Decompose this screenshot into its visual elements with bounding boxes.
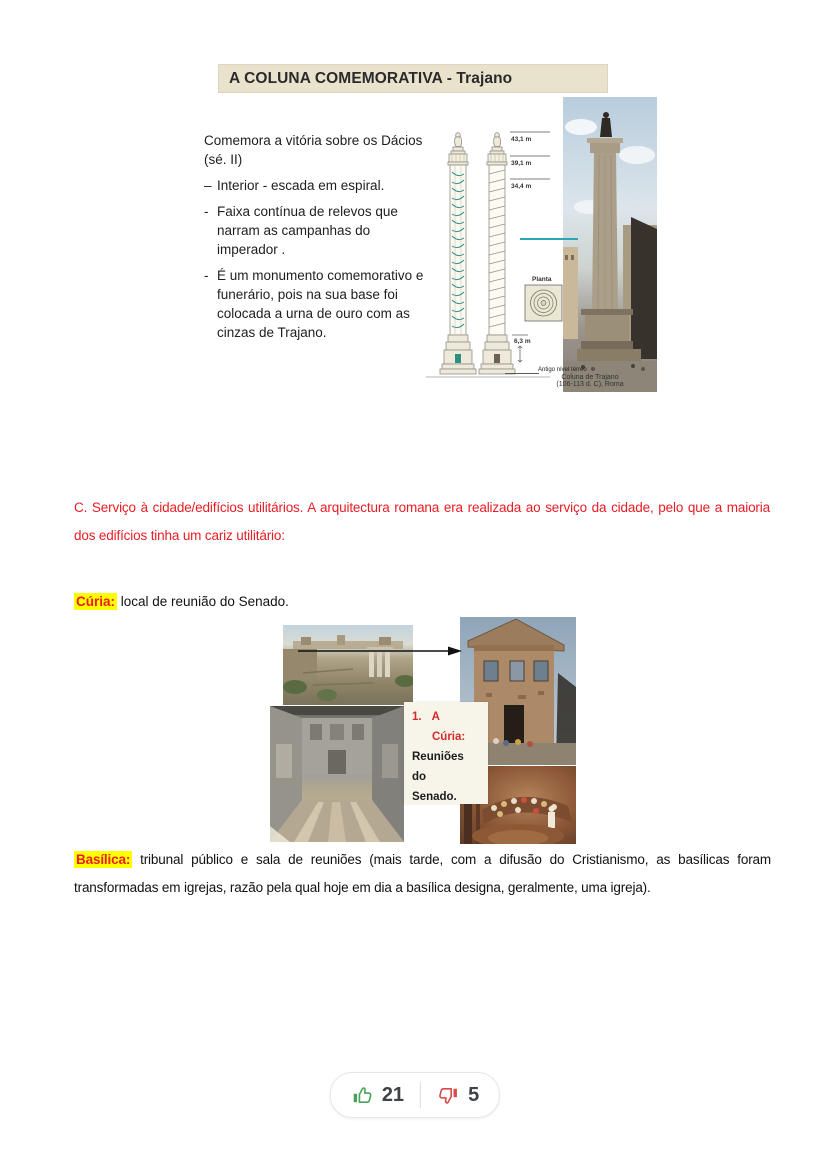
measure-label: 6,3 m — [514, 338, 531, 345]
measure-label: 34,4 m — [511, 183, 532, 190]
bullet-item — [204, 202, 432, 259]
column-elevation-cutaway — [440, 133, 476, 374]
measure-label: 39,1 m — [511, 160, 532, 167]
bullet-text: Comemora a vitória sobre os Dácios (sé. II) — [204, 133, 423, 167]
bullet-text: Faixa contínua de relevos que narram as campanhas do imperador . — [217, 204, 398, 257]
label-line: do — [412, 771, 427, 783]
upvote-count: 21 — [381, 1083, 405, 1106]
bullet-marker: – — [204, 178, 212, 193]
plan-drawing — [525, 285, 562, 321]
curia-interior-photo — [270, 706, 404, 842]
forum-aerial-photo — [283, 625, 413, 705]
bullet-item — [204, 131, 432, 169]
thumbs-up-icon — [351, 1084, 374, 1107]
curia-definition-text: local de reunião do Senado. — [117, 594, 289, 609]
label-line: Senado. — [412, 791, 457, 803]
thumbs-up-button[interactable] — [351, 1084, 404, 1107]
bullet-item — [204, 266, 432, 342]
plan-label: Planta — [532, 276, 552, 283]
bullet-text: Interior - escada em espiral. — [217, 178, 385, 193]
thumbs-down-icon — [437, 1084, 460, 1107]
caption-line: (106-113 d. C), Roma — [556, 381, 624, 388]
caption-line: Coluna de Trajano — [561, 374, 619, 381]
bullet-marker: - — [204, 268, 209, 283]
vote-widget — [330, 1072, 500, 1118]
label-number: 1. — [412, 711, 422, 723]
label-line: Reuniões — [412, 751, 464, 763]
bullet-item — [204, 176, 432, 195]
height-annotation-line — [520, 238, 578, 240]
ground-level-label: Antigo nível térreo — [538, 367, 587, 373]
right-arrow-icon — [296, 644, 464, 658]
label-term: Cúria: — [432, 731, 466, 743]
section-c-heading: C. Serviço à cidade/edifícios utilitários. A arquitectura romana era realizada ao serviço da cidade, pelo que a maioria dos edifícios tinha um cariz utilitário: — [74, 500, 770, 543]
basilica-definition-line — [74, 846, 771, 902]
basilica-definition-text: tribunal público e sala de reuniões (mais tarde, com a difusão do Cristianismo, as basílicas foram transformadas em igrejas, razão pela qual hoje em dia a basílica designa, geralmente, uma igreja). — [74, 852, 771, 895]
trajan-column-diagram — [422, 88, 567, 398]
basilica-term-highlight: Basílica: — [76, 852, 131, 867]
label-letter: A — [431, 711, 440, 723]
bullet-text: É um monumento comemorativo e funerário, pois na sua base foi colocada a urna de ouro com as cinzas de Trajano. — [217, 268, 424, 340]
slide-title: A COLUNA COMEMORATIVA - Trajano — [229, 69, 513, 87]
curia-term-highlight: Cúria: — [76, 594, 116, 609]
figure-caption — [518, 367, 662, 388]
downvote-count: 5 — [468, 1083, 480, 1106]
trajan-photo — [563, 97, 657, 392]
curia-figure-label — [404, 702, 488, 804]
curia-definition-line — [74, 591, 289, 613]
vote-divider — [420, 1082, 421, 1108]
slide-bullet-list — [204, 131, 432, 342]
thumbs-down-button[interactable] — [437, 1084, 479, 1107]
bullet-marker: - — [204, 204, 209, 219]
measure-label: 43,1 m — [511, 136, 532, 143]
